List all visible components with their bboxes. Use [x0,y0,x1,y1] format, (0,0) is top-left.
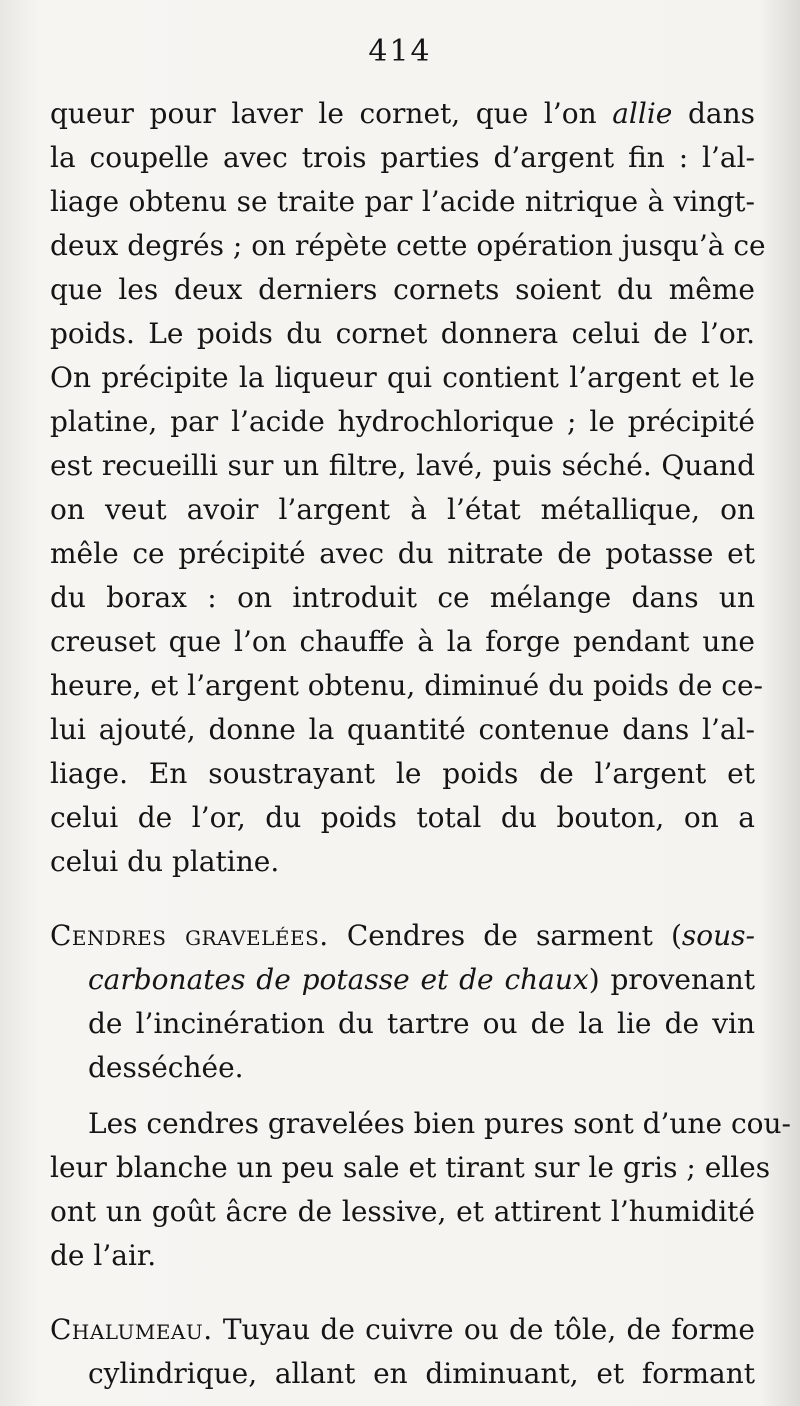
entry-cendres-gravelees [50,914,755,1090]
text-line: creuset que l’on chauffe à la forge pendant une [50,625,755,658]
text-line: liage obtenu se traite par l’acide nitrique à vingt- [50,185,755,218]
text-line: platine, par l’acide hydrochlorique ; le précipité [50,405,755,438]
text-line: celui de l’or, du poids total du bouton, on a [50,801,755,834]
entry-line: desséchée. [88,1051,244,1084]
text-line: la coupelle avec trois parties d’argent fin : l’al- [50,141,755,174]
paragraph-continuation [50,92,766,884]
text-line: deux degrés ; on répète cette opération jusqu’à ce [50,229,766,262]
entry-headword: Chalumeau. [50,1313,213,1346]
text-line: queur pour laver le cornet, que l’on allie dans [50,97,755,130]
entry-line: de l’incinération du tartre ou de la lie de vin [88,1007,755,1040]
text-line: est recueilli sur un filtre, lavé, puis séché. Quand [50,449,755,482]
page-body [50,92,791,1396]
text-line: On précipite la liqueur qui contient l’argent et le [50,361,755,394]
entry-headword: Cendres gravelées. [50,919,329,952]
text-line: leur blanche un peu sale et tirant sur le gris ; elles [50,1151,771,1184]
paragraph-cendres-description [50,1102,791,1278]
text-line: celui du platine. [50,845,280,878]
page-number: 414 [368,34,432,69]
entry-line: carbonates de potasse et de chaux) provenant [88,963,756,996]
text-line: Les cendres gravelées bien pures sont d’une cou- [88,1107,791,1140]
entry-chalumeau [50,1308,755,1396]
text-line: ont un goût âcre de lessive, et attirent l’humidité [50,1195,755,1228]
text-line: du borax : on introduit ce mélange dans un [50,581,755,614]
text-line: de l’air. [50,1239,157,1272]
text-line: lui ajouté, donne la quantité contenue dans l’al- [50,713,755,746]
text-line: poids. Le poids du cornet donnera celui de l’or. [50,317,755,350]
entry-line: Cendres gravelées. Cendres de sarment (sous- [50,919,755,952]
text-line: on veut avoir l’argent à l’état métallique, on [50,493,755,526]
entry-line: cylindrique, allant en diminuant, et formant [88,1357,755,1390]
text-line: que les deux derniers cornets soient du même [50,273,755,306]
italic-word: allie [612,97,673,130]
text-line: heure, et l’argent obtenu, diminué du poids de ce- [50,669,764,702]
entry-line: Chalumeau. Tuyau de cuivre ou de tôle, de forme [50,1313,755,1346]
text-line: liage. En soustrayant le poids de l’argent et [50,757,755,790]
text-line: mêle ce précipité avec du nitrate de potasse et [50,537,755,570]
